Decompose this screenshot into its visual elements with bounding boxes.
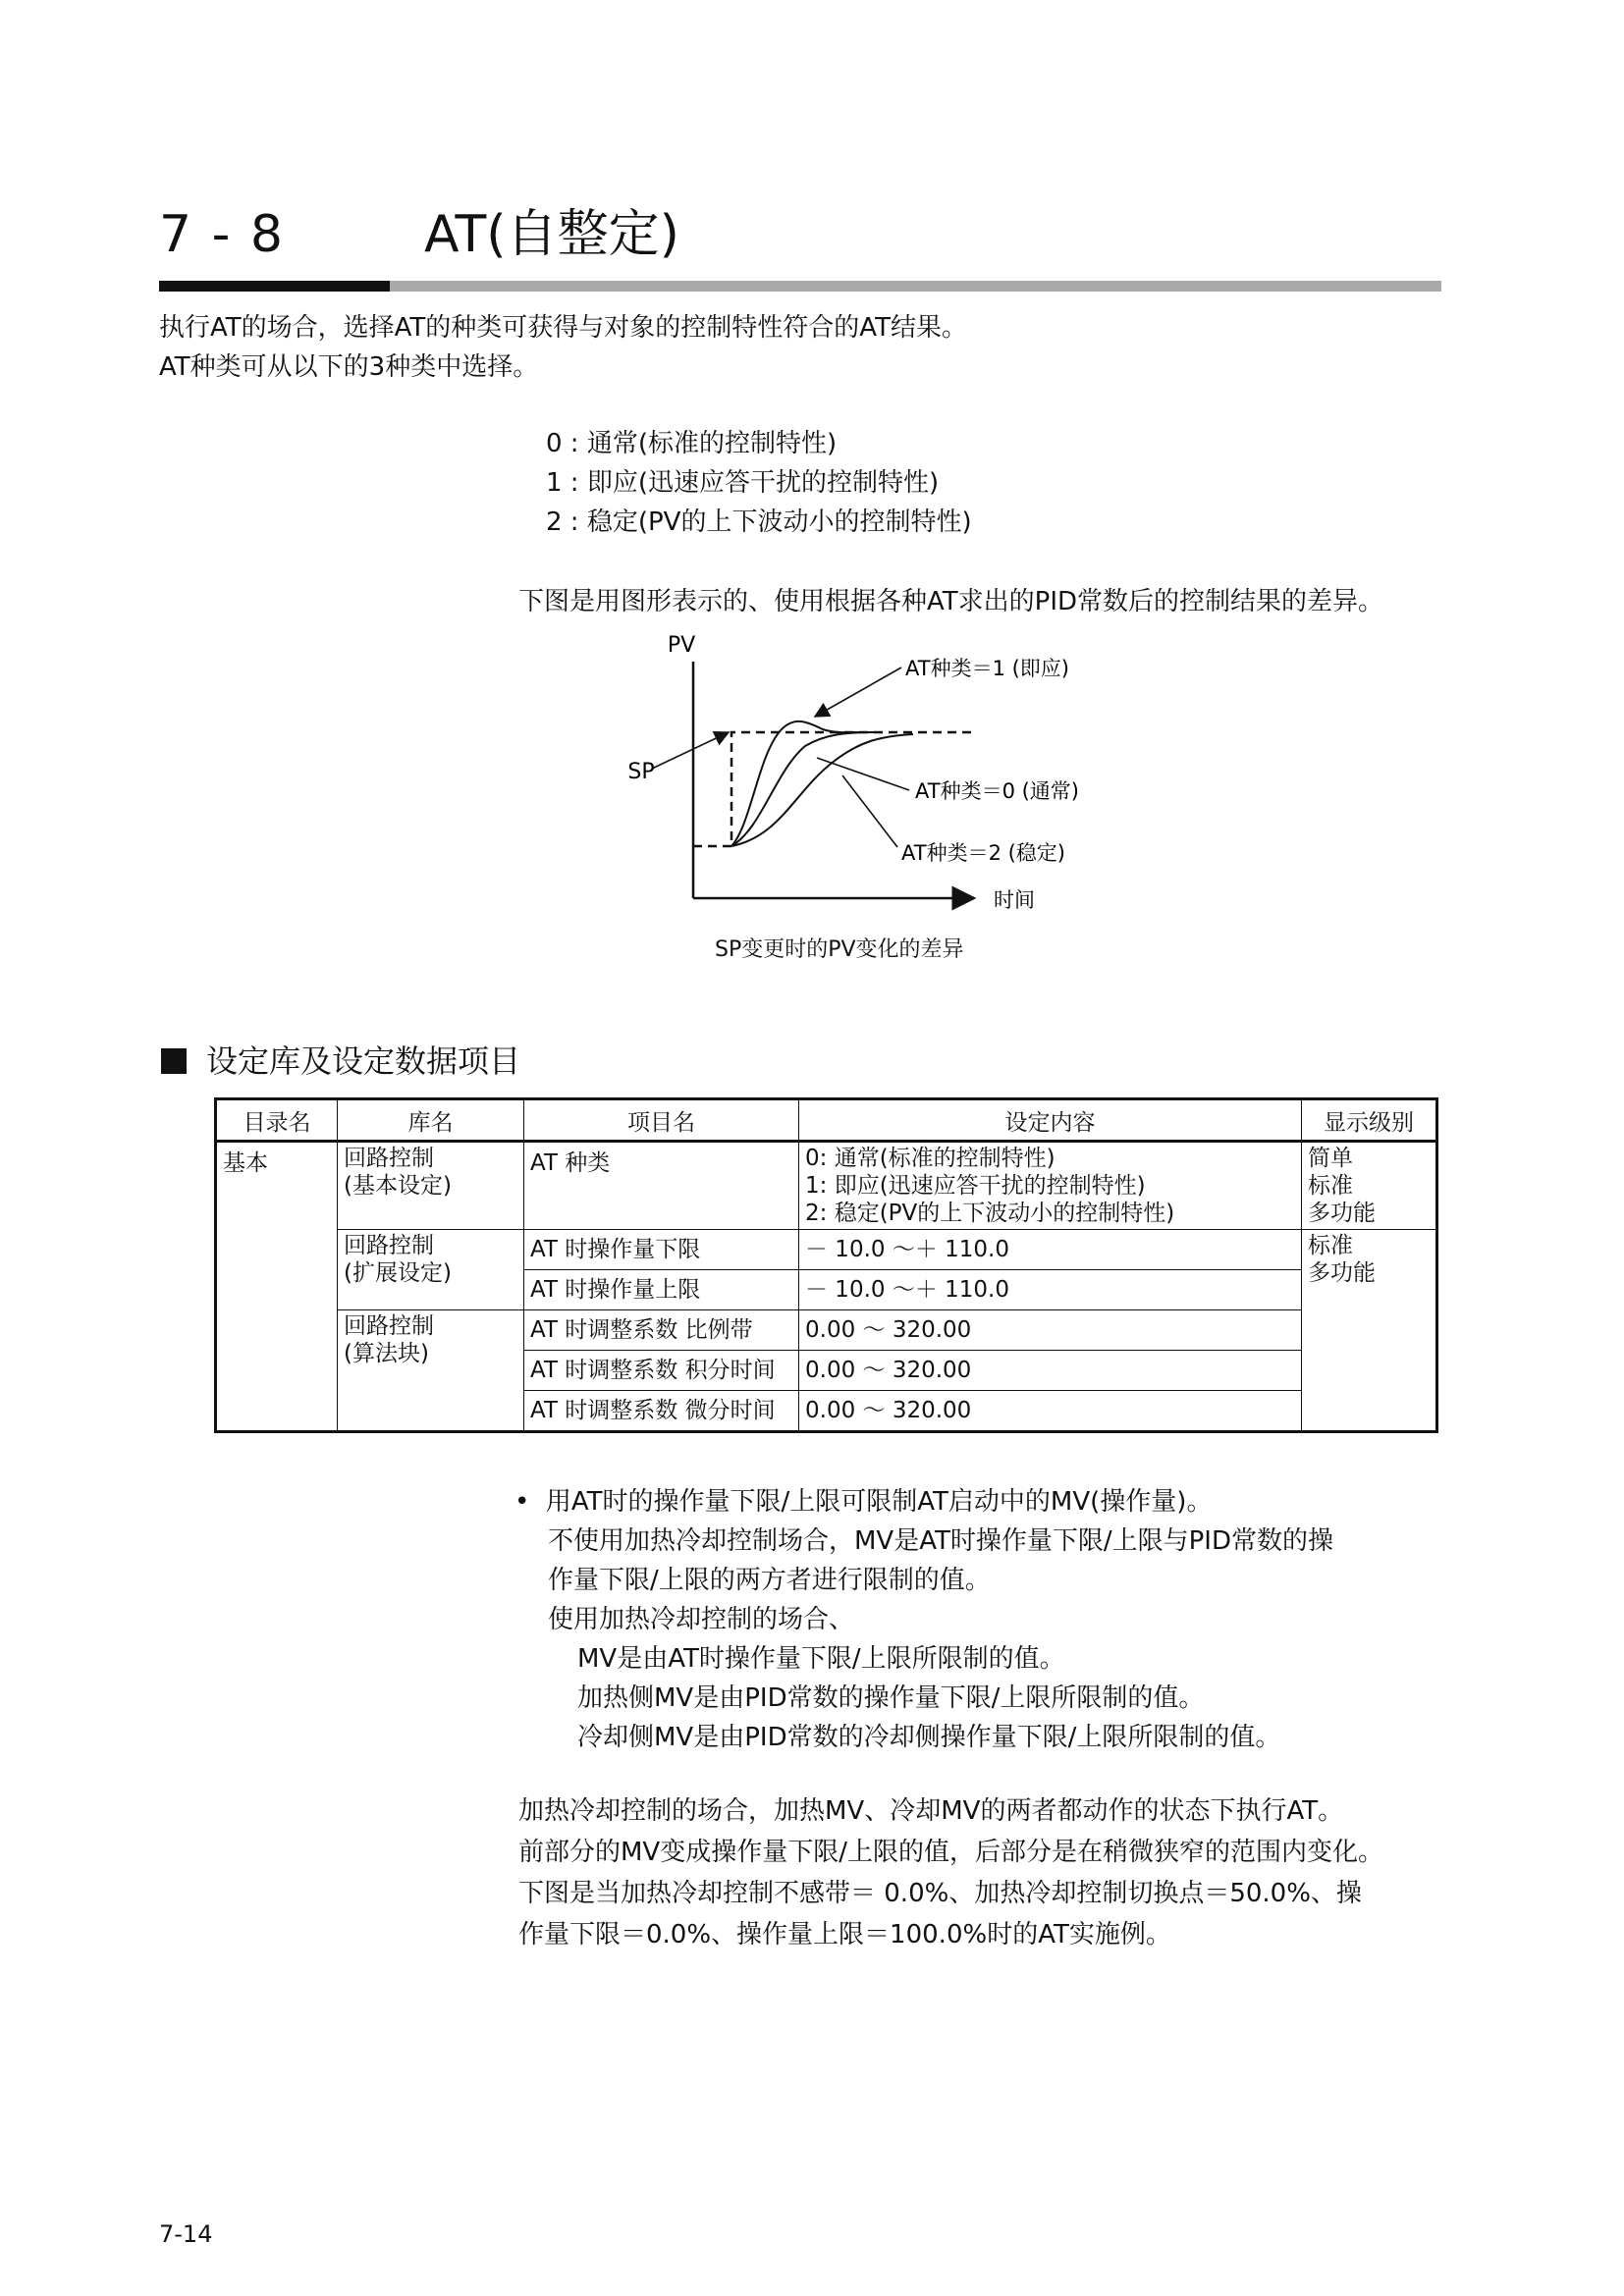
note-text: 用AT时的操作量下限/上限可限制AT启动中的MV(操作量)。 [545, 1487, 1213, 1517]
bank-name: 回路控制 [344, 1313, 434, 1339]
y-axis-label: PV [667, 633, 696, 658]
table-row [216, 1310, 1437, 1351]
item-cell: AT 时调整系数 微分时间 [524, 1391, 799, 1432]
bullet-dot: • [514, 1487, 530, 1517]
content-cell: － 10.0 ～＋ 110.0 [799, 1230, 1302, 1270]
x-axis-label: 时间 [994, 888, 1035, 912]
sp-label: SP [627, 760, 655, 784]
type2-label: AT种类＝2 (稳定) [901, 841, 1065, 865]
level-line: 标准 [1308, 1173, 1353, 1199]
header-catalog: 目录名 [216, 1099, 338, 1142]
curve-type2 [731, 734, 913, 846]
section-bullet-square [161, 1048, 187, 1074]
catalog-cell: 基本 [216, 1142, 338, 1432]
level-cell [1302, 1142, 1437, 1230]
intro-line-1: 执行AT的场合，选择AT的种类可获得与对象的控制特性符合的AT结果。 [159, 313, 967, 343]
content-cell: 0.00 ～ 320.00 [799, 1391, 1302, 1432]
type0-leader [817, 758, 909, 790]
content-line: 0: 通常(标准的控制特性) [805, 1146, 1056, 1171]
bank-name: 回路控制 [344, 1233, 434, 1258]
page-number: 7-14 [159, 2220, 213, 2248]
bank-name: 回路控制 [344, 1146, 434, 1171]
item-cell: AT 种类 [524, 1142, 799, 1230]
at-type-item: 0 : 通常(标准的控制特性) [546, 429, 838, 458]
header-content: 设定内容 [799, 1099, 1302, 1142]
level-line: 标准 [1308, 1233, 1353, 1258]
at-type-item: 1 : 即应(迅速应答干扰的控制特性) [546, 468, 940, 498]
sp-leader [652, 732, 729, 769]
note-line: 冷却侧MV是由PID常数的冷却侧操作量下限/上限所限制的值。 [577, 1723, 1281, 1752]
level-cell [1302, 1230, 1437, 1432]
title-rule-accent [159, 281, 390, 292]
settings-table [214, 1097, 1438, 1433]
note-line: 作量下限/上限的两方者进行限制的值。 [548, 1566, 991, 1595]
paragraph-line: 下图是当加热冷却控制不感带＝ 0.0%、加热冷却控制切换点＝50.0%、操 [518, 1879, 1362, 1908]
figure-caption: SP变更时的PV变化的差异 [715, 937, 964, 962]
bank-subname: (扩展设定) [344, 1260, 452, 1286]
table-row [216, 1142, 1437, 1230]
level-line: 多功能 [1308, 1201, 1376, 1226]
item-cell: AT 时调整系数 比例带 [524, 1310, 799, 1351]
item-cell: AT 时操作量下限 [524, 1230, 799, 1270]
note-line: 加热侧MV是由PID常数的操作量下限/上限所限制的值。 [577, 1683, 1205, 1713]
intro-text [159, 308, 1435, 387]
heat-cool-paragraph [518, 1790, 1461, 1955]
type0-label: AT种类＝0 (通常) [915, 779, 1079, 803]
content-cell: 0.00 ～ 320.00 [799, 1351, 1302, 1391]
bank-subname: (算法块) [344, 1341, 429, 1366]
content-cell: 0.00 ～ 320.00 [799, 1310, 1302, 1351]
level-line: 多功能 [1308, 1260, 1376, 1286]
bank-cell [338, 1230, 524, 1310]
paragraph-line: 加热冷却控制的场合，加热MV、冷却MV的两者都动作的状态下执行AT。 [518, 1796, 1344, 1826]
content-cell: － 10.0 ～＋ 110.0 [799, 1270, 1302, 1310]
note-line [514, 1482, 1457, 1522]
table-row [216, 1230, 1437, 1270]
at-type-list [546, 424, 972, 542]
header-bank: 库名 [338, 1099, 524, 1142]
figure-intro: 下图是用图形表示的、使用根据各种AT求出的PID常数后的控制结果的差异。 [518, 587, 1384, 616]
item-cell: AT 时调整系数 积分时间 [524, 1351, 799, 1391]
pv-response-figure [589, 628, 1119, 923]
paragraph-line: 作量下限＝0.0%、操作量上限＝100.0%时的AT实施例。 [518, 1920, 1171, 1949]
content-line: 1: 即应(迅速应答干扰的控制特性) [805, 1173, 1146, 1199]
header-level: 显示级别 [1302, 1099, 1437, 1142]
type2-leader [842, 775, 897, 847]
item-cell: AT 时操作量上限 [524, 1270, 799, 1310]
at-type-item: 2 : 稳定(PV的上下波动小的控制特性) [546, 507, 972, 537]
section-number: 7 - 8 [159, 205, 285, 264]
section-title: AT(自整定) [424, 205, 679, 264]
header-item: 项目名 [524, 1099, 799, 1142]
note-line: 不使用加热冷却控制场合，MV是AT时操作量下限/上限与PID常数的操 [548, 1526, 1333, 1556]
paragraph-line: 前部分的MV变成操作量下限/上限的值，后部分是在稍微狭窄的范围内变化。 [518, 1838, 1383, 1867]
bank-cell [338, 1142, 524, 1230]
content-cell [799, 1142, 1302, 1230]
note-line: 使用加热冷却控制的场合、 [548, 1605, 855, 1634]
section2-title: 设定库及设定数据项目 [206, 1042, 521, 1080]
intro-line-2: AT种类可从以下的3种类中选择。 [159, 352, 539, 382]
notes-block [514, 1482, 1457, 1757]
level-line: 简单 [1308, 1146, 1353, 1171]
content-line: 2: 稳定(PV的上下波动小的控制特性) [805, 1201, 1175, 1226]
bank-subname: (基本设定) [344, 1173, 452, 1199]
note-line: MV是由AT时操作量下限/上限所限制的值。 [577, 1644, 1065, 1674]
bank-cell [338, 1310, 524, 1432]
type1-label: AT种类＝1 (即应) [905, 657, 1069, 680]
table-header-row [216, 1099, 1437, 1142]
type1-leader [815, 667, 901, 717]
